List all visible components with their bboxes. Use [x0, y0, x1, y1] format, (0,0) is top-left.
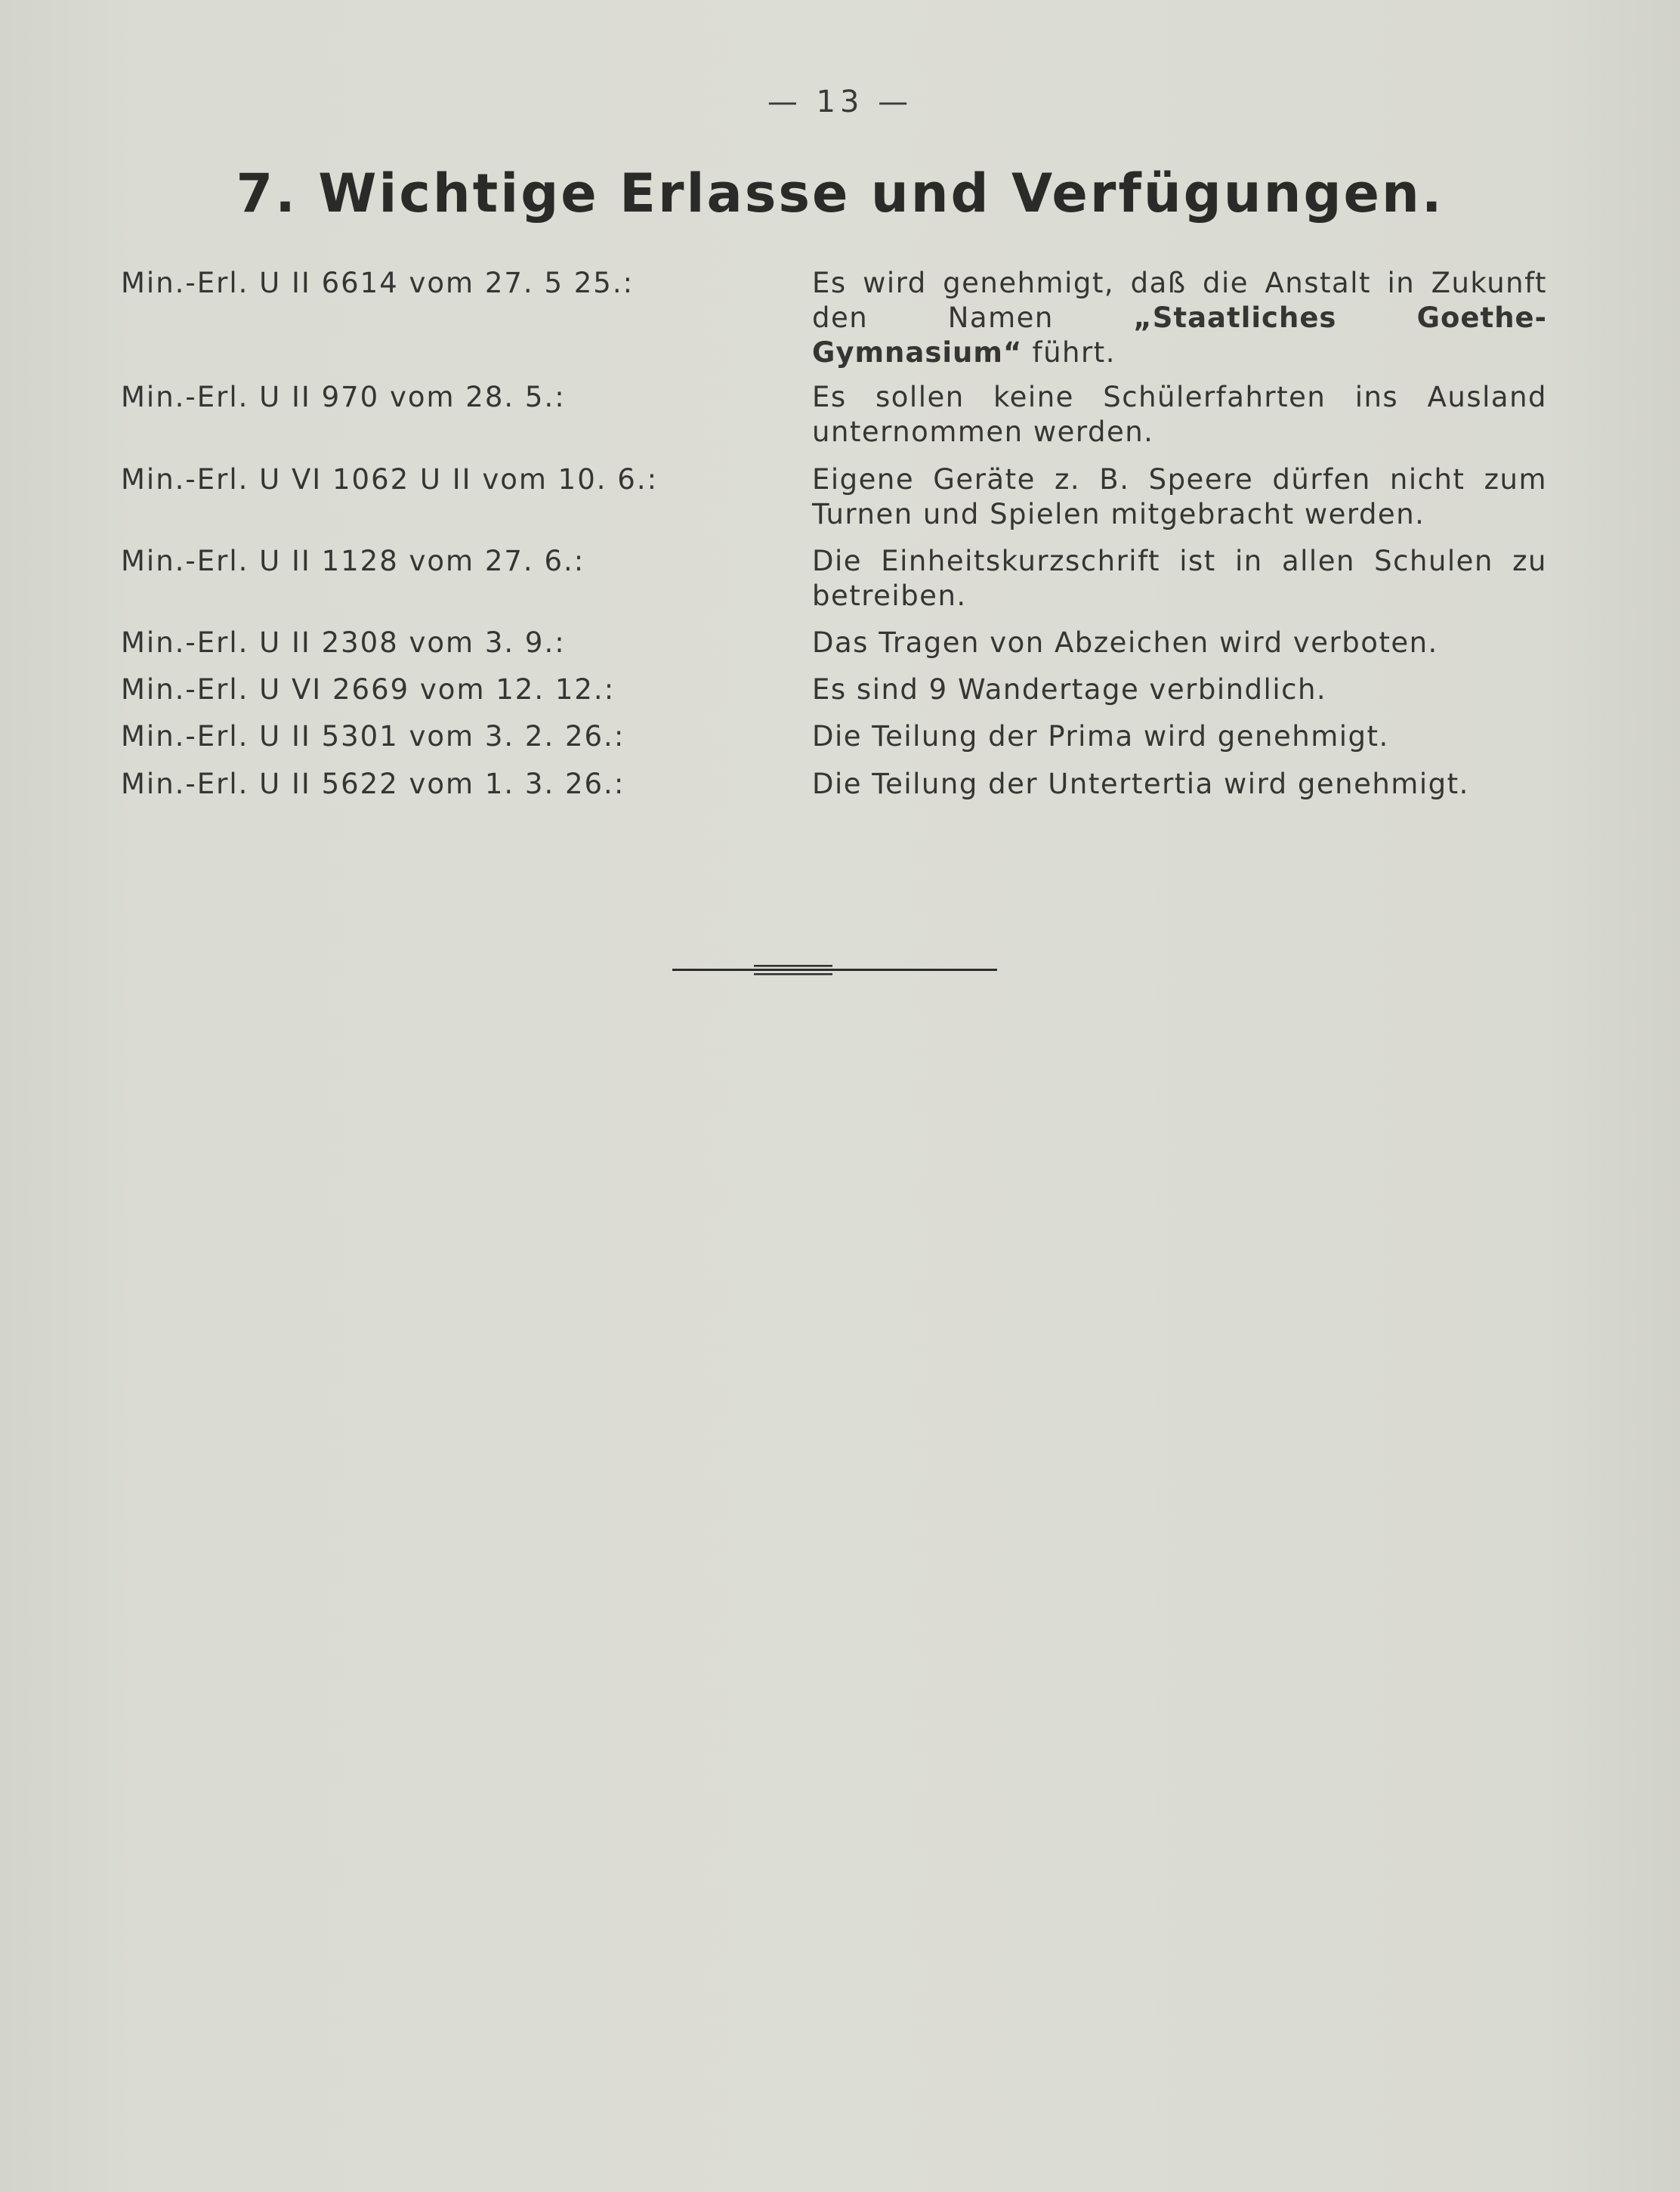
decree-text-part: Es wird genehmigt, daß die Anstalt in Zukunft den Namen [812, 267, 1547, 334]
decree-text: Die Teilung der Prima wird genehmigt. [812, 720, 1389, 753]
decree-reference: Min.-Erl. U II 2308 vom 3. 9.: [121, 626, 566, 659]
school-name-emphasis: „Staatliches Goethe-Gymnasium“ [812, 301, 1547, 369]
decree-reference: Min.-Erl. U VI 1062 U II vom 10. 6.: [121, 463, 659, 496]
decree-text: Die Einheitskurzschrift ist in allen Schulen zu betreiben. [812, 545, 1547, 612]
decree-text-part: führt. [1022, 336, 1116, 369]
decree-text: Es sind 9 Wandertage verbindlich. [812, 673, 1327, 706]
decree-text: Das Tragen von Abzeichen wird verboten. [812, 626, 1438, 659]
section-title: 7. Wichtige Erlasse und Verfügungen. [236, 162, 1444, 224]
decree-text: Die Teilung der Untertertia wird genehmigt. [812, 768, 1469, 800]
ornamental-divider [672, 961, 997, 978]
page-number: — 13 — [767, 85, 913, 119]
decree-reference: Min.-Erl. U VI 2669 vom 12. 12.: [121, 673, 616, 706]
decree-reference: Min.-Erl. U II 970 vom 28. 5.: [121, 381, 566, 413]
decree-reference: Min.-Erl. U II 5622 vom 1. 3. 26.: [121, 768, 625, 800]
decree-reference: Min.-Erl. U II 6614 vom 27. 5 25.: [121, 267, 635, 299]
decree-text: Eigene Geräte z. B. Speere dürfen nicht zum Turnen und Spielen mitgebracht werden. [812, 463, 1547, 530]
decree-reference: Min.-Erl. U II 1128 vom 27. 6.: [121, 545, 585, 577]
decree-reference: Min.-Erl. U II 5301 vom 3. 2. 26.: [121, 720, 625, 753]
decree-text [812, 266, 1547, 370]
decree-text: Es sollen keine Schülerfahrten ins Ausland unternommen werden. [812, 381, 1547, 448]
